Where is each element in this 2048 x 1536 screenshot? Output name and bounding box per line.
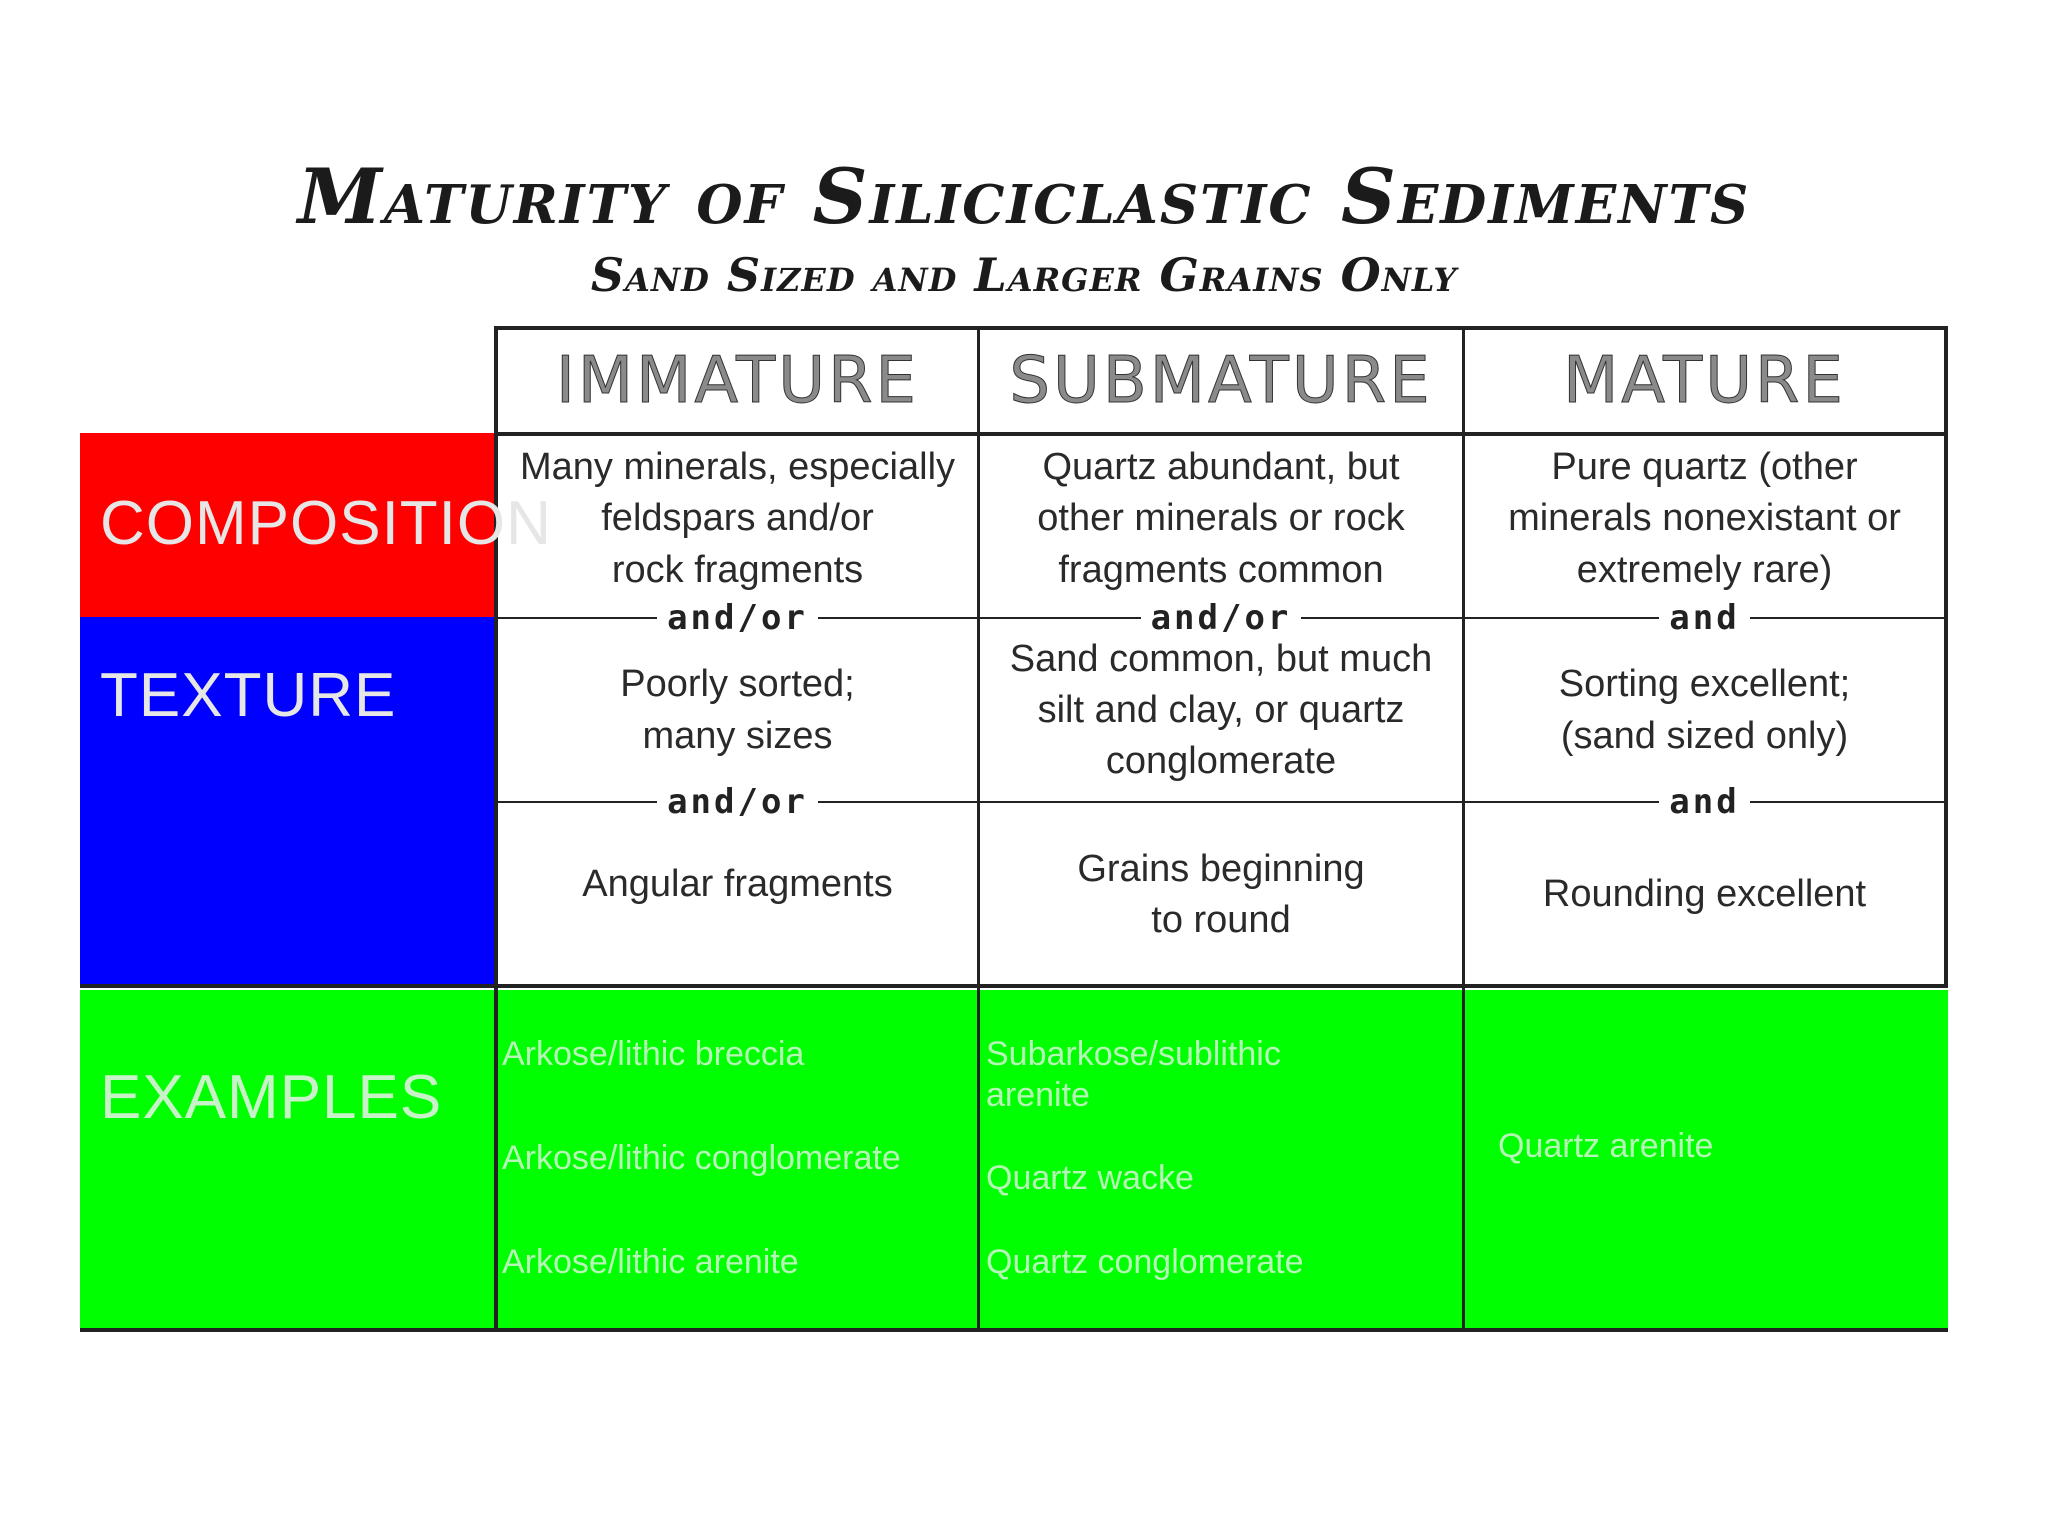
table-right-border [1944,326,1948,986]
diagram-title: Maturity of Siliciclastic Sediments [297,152,1751,241]
composition-immature: Many minerals, especially feldspars and/or rock fragments [519,446,956,591]
example-immature-1: Arkose/lithic breccia [502,1035,805,1073]
conjunction-2-immature: and/or [498,782,977,822]
table-bottom-border [80,1328,1948,1332]
conjunction-1-mature: and [1465,598,1944,638]
column-header-submature: SUBMATURE [1009,344,1433,418]
row-label-texture: TEXTURE [100,661,397,730]
example-submature-3: Quartz conglomerate [986,1243,1304,1281]
example-submature-2: Quartz wacke [986,1159,1194,1197]
rounding-submature: Grains beginning to round [1077,847,1365,941]
example-mature-1: Quartz arenite [1498,1127,1714,1165]
diagram-subtitle: Sand Sized and Larger Grains Only [590,248,1458,302]
row-label-composition: COMPOSITION [100,489,552,558]
composition-submature: Quartz abundant, but other minerals or rock fragments common [1037,446,1405,591]
sorting-mature: Sorting excellent; (sand sized only) [1558,663,1851,757]
column-header-mature: MATURE [1563,344,1846,418]
example-immature-3: Arkose/lithic arenite [502,1243,799,1281]
sorting-immature: Poorly sorted; many sizes [620,663,855,757]
conjunction-2-mature: and [1465,782,1944,822]
rounding-immature: Angular fragments [582,863,893,906]
conjunction-1-immature: and/or [498,598,977,638]
example-submature-1: Subarkose/sublithic arenite [986,1035,1281,1114]
example-immature-2: Arkose/lithic conglomerate [502,1139,901,1177]
row-label-examples: EXAMPLES [100,1063,443,1132]
composition-mature: Pure quartz (other minerals nonexistant or extremely rare) [1508,446,1901,591]
rounding-mature: Rounding excellent [1542,873,1867,916]
sorting-submature: Sand common, but much silt and clay, or quartz conglomerate [1009,637,1433,783]
body-bottom-border [80,984,1948,988]
conjunction-1-submature: and/or [980,598,1462,638]
column-header-immature: IMMATURE [556,344,919,418]
